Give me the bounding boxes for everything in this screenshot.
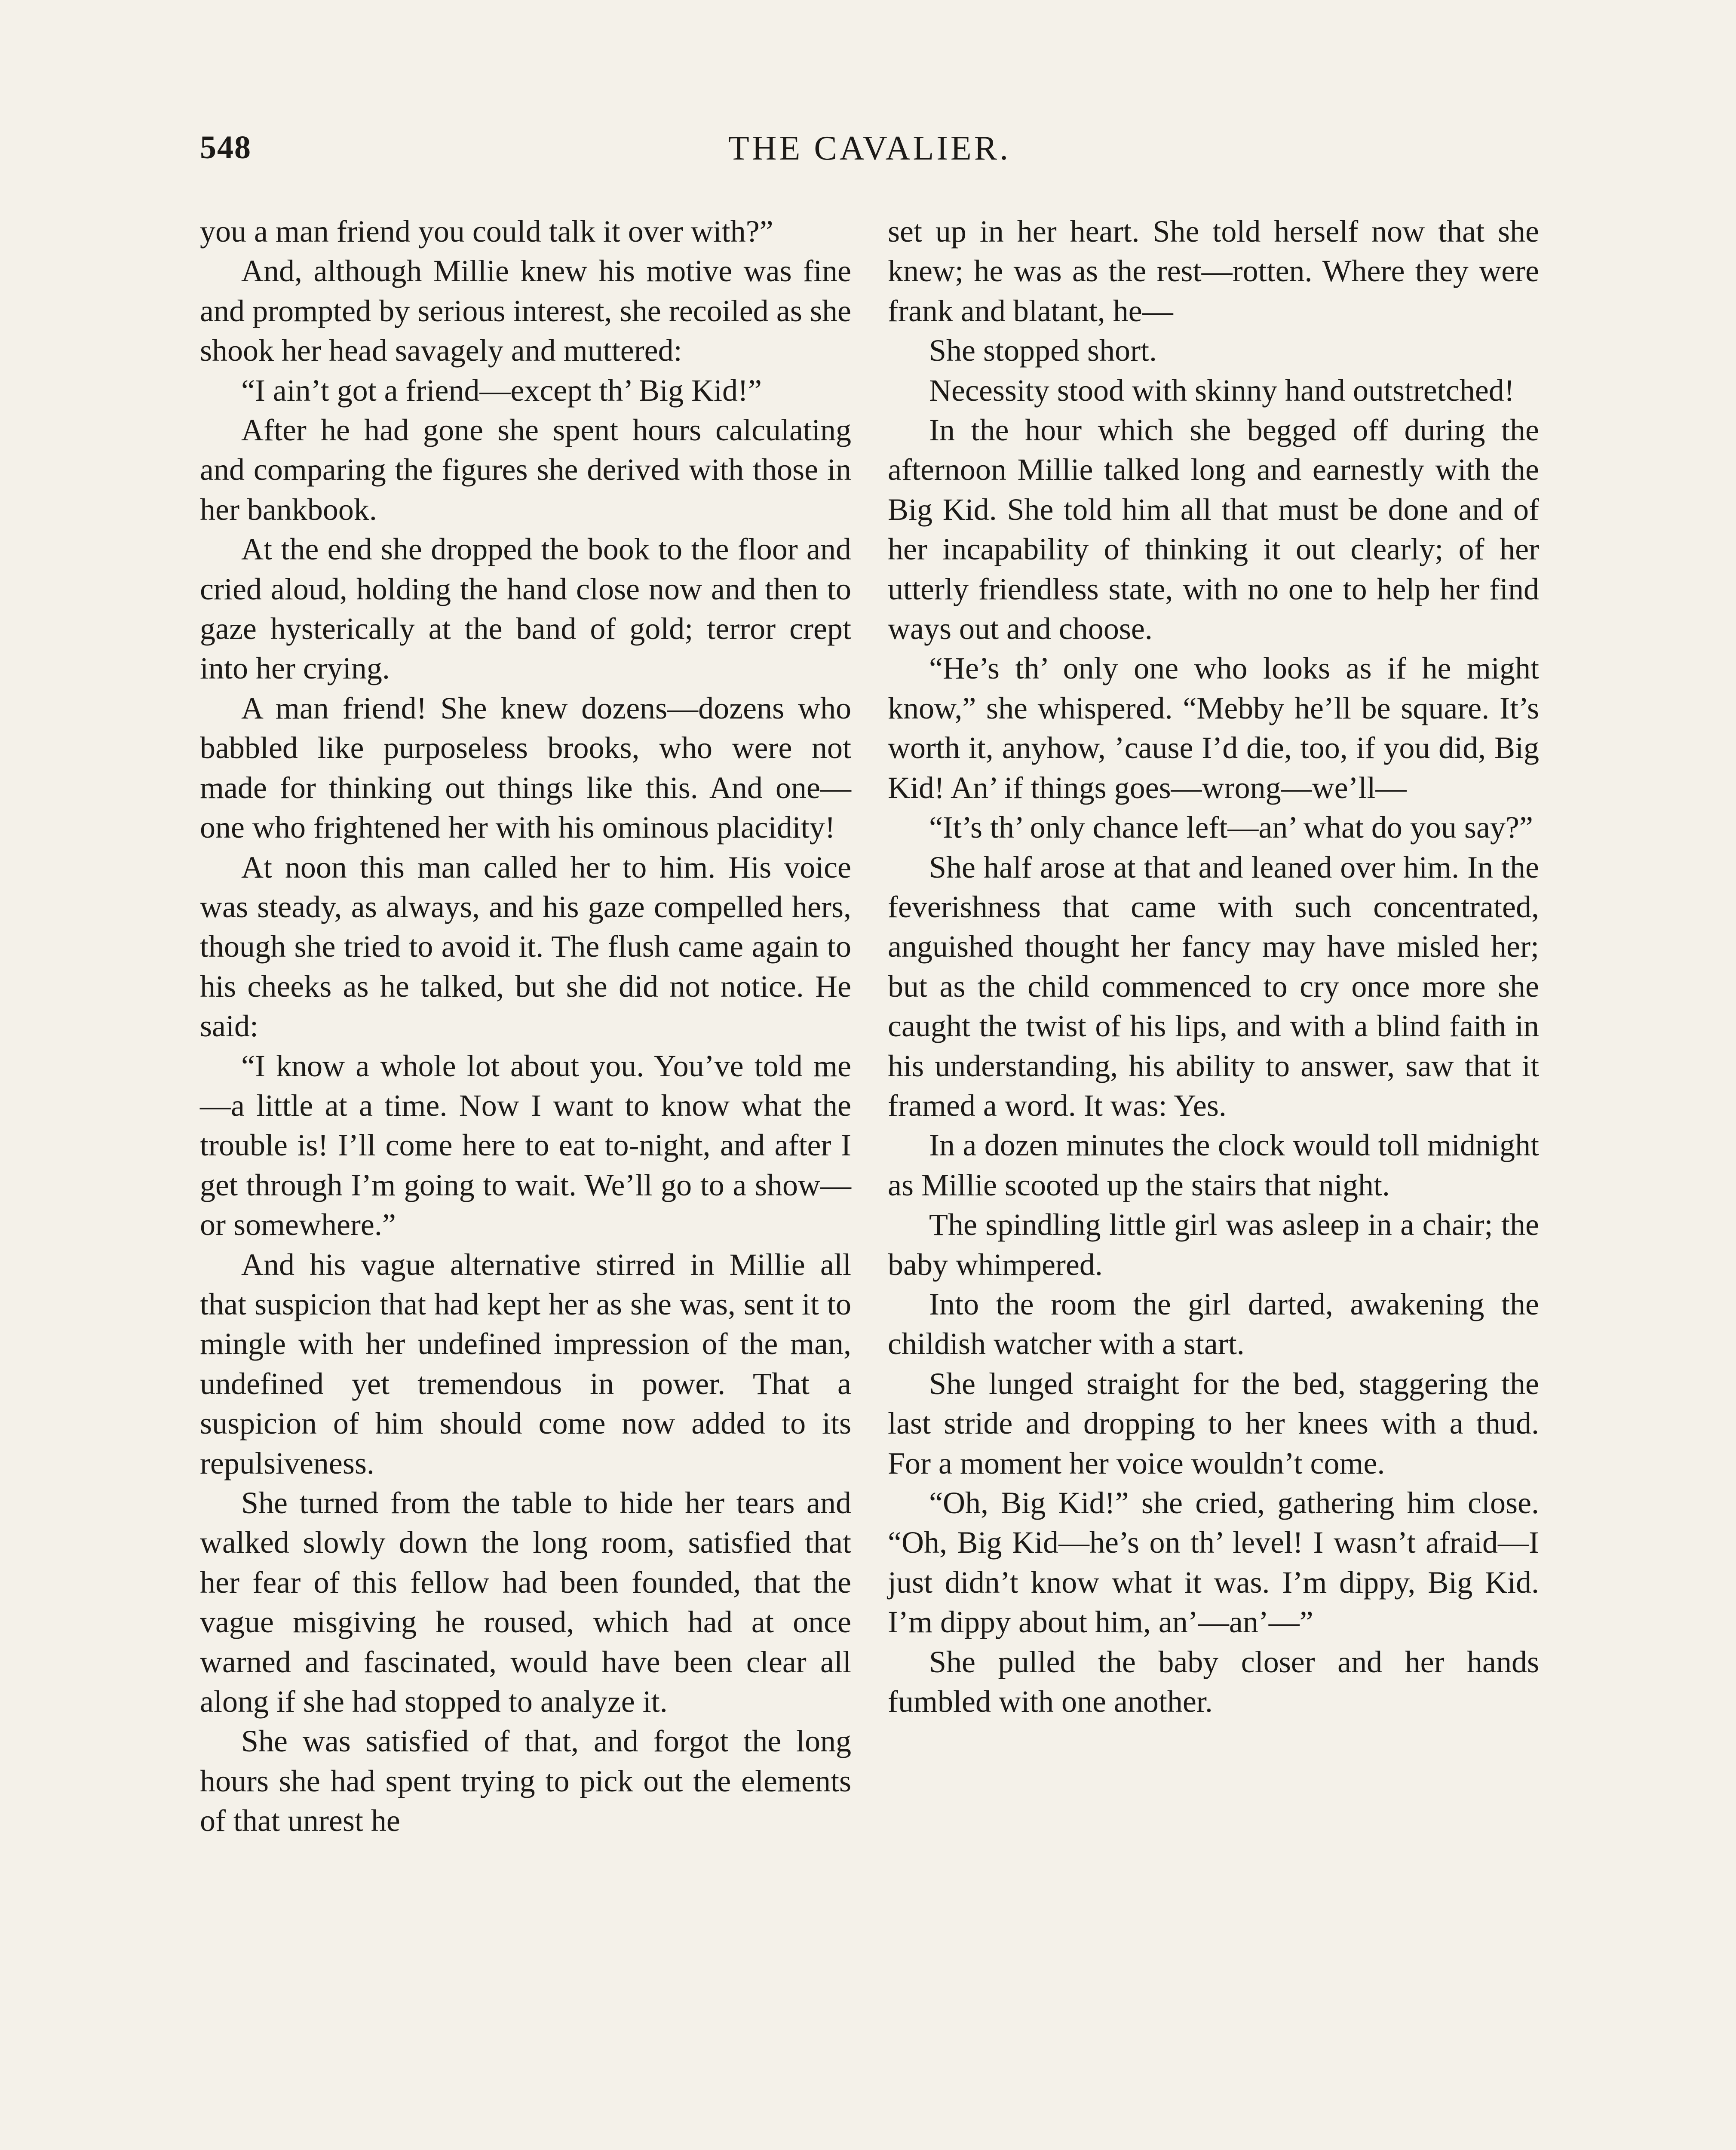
paragraph: She half arose at that and leaned over him. In the feverishness that came with such concentrated, anguished thought her fancy may have misled her; but as the child commenced to cry once more she caught the twist of his lips, and with a blind faith in his understanding, his ability to answer, saw that it framed a word. It was: Yes. xyxy=(888,850,1539,1123)
paragraph: She was satisfied of that, and forgot the long hours she had spent trying to pick out the elements of that unrest he xyxy=(200,1724,851,1838)
paragraph: you a man friend you could talk it over with?” xyxy=(200,214,773,249)
paragraph: At the end she dropped the book to the floor and cried aloud, holding the hand close now and then to gaze hysterically at the band of gold; terror crept into her crying. xyxy=(200,532,851,686)
paragraph: She turned from the table to hide her tears and walked slowly down the long room, satisfied that her fear of this fellow had been founded, that the vague misgiving he roused, which had at once warned and fascinated, would have been clear all along if she had stopped to analyze it. xyxy=(200,1486,851,1719)
left-text-column xyxy=(200,212,851,1841)
paragraph: A man friend! She knew dozens—dozens who babbled like purposeless brooks, who were not made for thinking out things like this. And one—one who frightened her with his ominous placidity! xyxy=(200,691,851,845)
paragraph: In a dozen minutes the clock would toll midnight as Millie scooted up the stairs that night. xyxy=(888,1128,1539,1202)
paragraph: She lunged straight for the bed, staggering the last stride and dropping to her knees with a thud. For a moment her voice wouldn’t come. xyxy=(888,1366,1539,1480)
paragraph: At noon this man called her to him. His voice was steady, as always, and his gaze compelled hers, though she tried to avoid it. The flush came again to his cheeks as he talked, but she did not notice. He said: xyxy=(200,850,851,1044)
paragraph: “I know a whole lot about you. You’ve told me—a little at a time. Now I want to know what the trouble is! I’ll come here to eat to-night, and after I get through I’m going to wait. We’ll go to a show—or somewhere.” xyxy=(200,1048,851,1242)
right-text-column xyxy=(888,212,1539,1721)
paragraph: And, although Millie knew his motive was fine and prompted by serious interest, she recoiled as she shook her head savagely and muttered: xyxy=(200,254,851,368)
running-head: THE CAVALIER. xyxy=(728,129,1011,167)
paragraph: After he had gone she spent hours calculating and comparing the figures she derived with those in her bankbook. xyxy=(200,413,851,527)
paragraph: “I ain’t got a friend—except th’ Big Kid!” xyxy=(241,373,762,408)
paragraph: set up in her heart. She told herself now that she knew; he was as the rest—rotten. Where they were frank and blatant, he— xyxy=(888,214,1539,328)
paragraph: In the hour which she begged off during the afternoon Millie talked long and earnestly with the Big Kid. She told him all that must be done and of her incapability of thinking it out clearly; of her utterly friendless state, with no one to help her find ways out and choose. xyxy=(888,413,1539,646)
paragraph: “Oh, Big Kid!” she cried, gathering him close. “Oh, Big Kid—he’s on th’ level! I wasn’t afraid—I just didn’t know what it was. I’m dippy, Big Kid. I’m dippy about him, an’—an’—” xyxy=(888,1486,1539,1640)
paragraph: Into the room the girl darted, awakening the childish watcher with a start. xyxy=(888,1287,1539,1361)
page-header xyxy=(200,129,1539,185)
paragraph: She pulled the baby closer and her hands fumbled with one another. xyxy=(888,1644,1539,1719)
paragraph: “He’s th’ only one who looks as if he might know,” she whispered. “Mebby he’ll be square. It’s worth it, anyhow, ’cause I’d die, too, if you did, Big Kid! An’ if things goes—wrong—we’ll— xyxy=(888,651,1539,805)
paragraph: “It’s th’ only chance left—an’ what do you say?” xyxy=(929,810,1533,845)
paragraph: The spindling little girl was asleep in a chair; the baby whimpered. xyxy=(888,1207,1539,1282)
page-number: 548 xyxy=(200,129,252,166)
paragraph: Necessity stood with skinny hand outstretched! xyxy=(929,373,1515,408)
paragraph: And his vague alternative stirred in Millie all that suspicion that had kept her as she was, sent it to mingle with her undefined impression of the man, undefined yet tremendous in power. That a suspicion of him should come now added to its repulsiveness. xyxy=(200,1247,851,1480)
paragraph: She stopped short. xyxy=(929,333,1157,368)
